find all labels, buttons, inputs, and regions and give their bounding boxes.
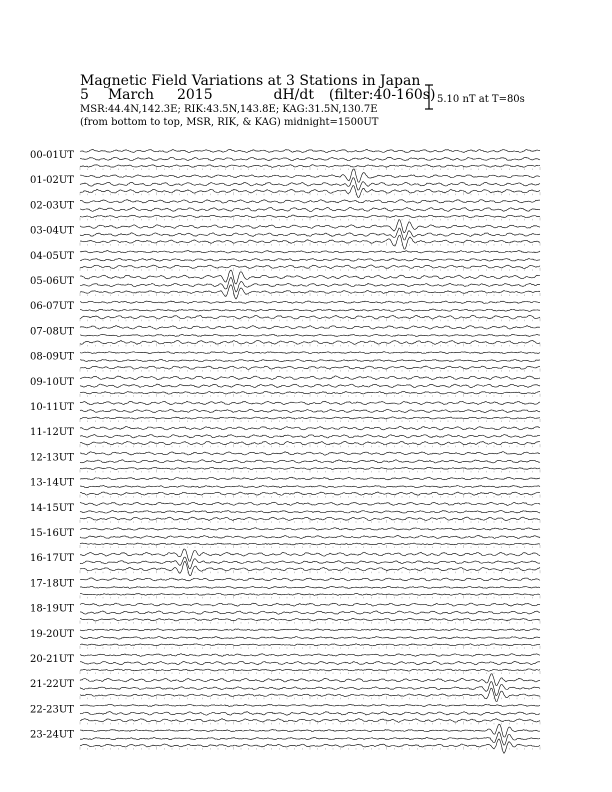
hour-row (30, 251, 540, 271)
minute-ticks (80, 469, 540, 472)
hour-row (30, 270, 540, 299)
trace-kag (80, 426, 540, 430)
minute-ticks (80, 369, 540, 372)
trace-kag (80, 149, 540, 152)
trace-kag (80, 603, 540, 606)
trace-msr (80, 215, 540, 218)
hour-label: 04-05UT (30, 250, 74, 262)
trace-rik (80, 178, 540, 190)
trace-rik (80, 611, 540, 614)
hour-label: 08-09UT (30, 351, 74, 363)
trace-rik (80, 661, 540, 665)
trace-rik (80, 228, 540, 240)
hour-row (30, 200, 540, 221)
minute-ticks (80, 495, 540, 498)
trace-rik (80, 510, 540, 513)
hour-label: 22-23UT (30, 704, 74, 716)
minute-ticks (80, 444, 540, 447)
minute-ticks (80, 520, 540, 523)
hour-label: 16-17UT (30, 553, 74, 565)
hour-label: 15-16UT (30, 528, 74, 539)
chart-title: Magnetic Field Variations at 3 Stations in Japan (80, 73, 421, 89)
hour-row (30, 301, 540, 321)
hour-label: 23-24UT (30, 729, 74, 741)
hour-row (30, 477, 540, 497)
trace-msr (80, 543, 540, 545)
hour-label: 00-01UT (30, 150, 74, 161)
trace-msr (80, 739, 540, 753)
hour-label: 07-08UT (30, 326, 74, 338)
trace-kag (80, 629, 540, 631)
stations-line: MSR:44.4N,142.3E; RIK:43.5N,143.8E; KAG:31.5N,130.7E (80, 104, 378, 115)
trace-kag (80, 502, 540, 505)
hour-label: 13-14UT (30, 477, 74, 489)
trace-rik (80, 732, 540, 745)
trace-rik (80, 277, 540, 292)
hour-row (30, 149, 540, 170)
date-day: 5 (80, 87, 89, 103)
trace-kag (80, 326, 540, 330)
trace-rik (80, 557, 540, 569)
hour-label: 05-06UT (30, 276, 74, 287)
trace-kag (80, 549, 540, 561)
trace-rik (80, 485, 540, 487)
trace-kag (80, 270, 540, 284)
trace-rik (80, 435, 540, 438)
hour-label: 06-07UT (30, 301, 74, 313)
hour-row (30, 724, 540, 753)
trace-kag (80, 704, 540, 706)
minute-ticks (80, 167, 540, 170)
hour-label: 21-22UT (30, 679, 74, 691)
hour-row (30, 452, 540, 473)
hour-row (30, 603, 540, 624)
trace-msr (80, 644, 540, 646)
trace-kag (80, 220, 540, 233)
hour-label: 10-11UT (30, 402, 74, 413)
order-note: (from bottom to top, MSR, RIK, & KAG) midnight=1500UT (80, 117, 379, 128)
scale-label: 5.10 nT at T=80s (437, 94, 525, 105)
hour-label: 20-21UT (30, 654, 74, 665)
trace-rik (80, 409, 540, 412)
minute-ticks (80, 318, 540, 321)
hour-row (30, 401, 540, 422)
hour-row (30, 704, 540, 724)
trace-rik (80, 460, 540, 463)
hour-label: 03-04UT (30, 225, 74, 237)
trace-msr (80, 165, 540, 168)
trace-rik (80, 712, 540, 716)
minute-ticks (80, 545, 540, 548)
hour-label: 17-18UT (30, 578, 74, 590)
hour-row (30, 169, 540, 197)
hour-row (30, 352, 540, 372)
trace-rik (80, 637, 540, 640)
trace-kag (80, 301, 540, 304)
hour-row (30, 220, 540, 250)
trace-rik (80, 157, 540, 160)
hour-row (30, 376, 540, 397)
hour-label: 14-15UT (30, 502, 74, 514)
trace-msr (80, 669, 540, 671)
trace-msr (80, 417, 540, 419)
minute-ticks (80, 343, 540, 346)
trace-rik (80, 258, 540, 261)
trace-kag (80, 477, 540, 480)
trace-kag (80, 376, 540, 380)
filter-label: (filter:40-160s) (328, 87, 436, 103)
trace-msr (80, 561, 540, 575)
trace-rik (80, 207, 540, 211)
trace-kag (80, 401, 540, 405)
trace-rik (80, 535, 540, 538)
hour-label: 18-19UT (30, 603, 74, 615)
trace-kag (80, 452, 540, 455)
minute-ticks (80, 570, 540, 573)
minute-ticks (80, 192, 540, 195)
trace-kag (80, 528, 540, 530)
hour-label: 12-13UT (30, 452, 74, 464)
trace-kag (80, 724, 540, 737)
hour-label: 01-02UT (30, 175, 74, 187)
minute-ticks (80, 293, 540, 296)
minute-ticks (80, 268, 540, 271)
trace-kag (80, 674, 540, 686)
hour-label: 19-20UT (30, 628, 74, 640)
trace-msr (80, 391, 540, 394)
hour-row (30, 654, 540, 674)
trace-rik (80, 334, 540, 336)
hour-row (30, 326, 540, 347)
minute-ticks (80, 394, 540, 397)
minute-ticks (80, 696, 540, 699)
minute-ticks (80, 243, 540, 246)
minute-ticks (80, 646, 540, 649)
trace-msr (80, 467, 540, 469)
date-month: March (107, 87, 155, 103)
trace-rik (80, 359, 540, 361)
hour-label: 11-12UT (30, 427, 74, 439)
trace-msr (80, 186, 540, 198)
trace-kag (80, 251, 540, 253)
trace-kag (80, 169, 540, 182)
trace-rik (80, 309, 540, 311)
trace-msr (80, 285, 540, 299)
hour-label: 09-10UT (30, 376, 74, 388)
trace-kag (80, 578, 540, 581)
trace-kag (80, 200, 540, 203)
trace-msr (80, 235, 540, 249)
minute-ticks (80, 419, 540, 422)
hour-row (30, 549, 540, 576)
hour-row (30, 629, 540, 649)
hour-row (30, 674, 540, 702)
trace-kag (80, 352, 540, 354)
trace-kag (80, 654, 540, 657)
trace-rik (80, 682, 540, 696)
hour-row (30, 502, 540, 523)
hour-label: 02-03UT (30, 200, 74, 212)
trace-msr (80, 688, 540, 701)
trace-rik (80, 384, 540, 388)
hour-row (30, 426, 540, 447)
trace-rik (80, 586, 540, 588)
trace-msr (80, 618, 540, 621)
minute-ticks (80, 595, 540, 598)
minute-ticks (80, 671, 540, 674)
date-year: 2015 (176, 87, 213, 103)
trace-msr (80, 593, 540, 595)
hour-row (30, 528, 540, 548)
quantity-label: dH/dt (273, 87, 314, 103)
minute-ticks (80, 621, 540, 624)
hour-row (30, 578, 540, 599)
